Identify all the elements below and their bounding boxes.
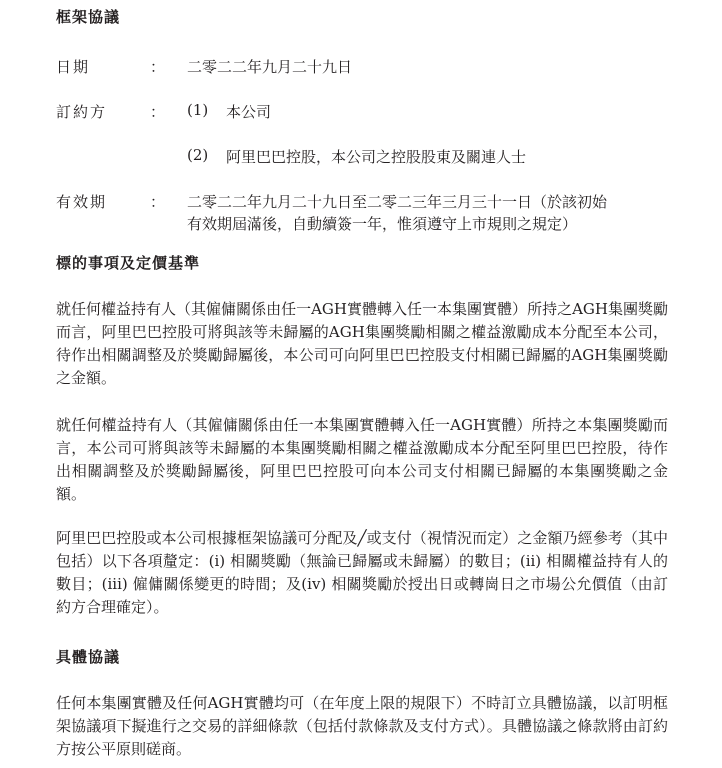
section-heading-framework: 框架協議 <box>56 8 121 26</box>
section-heading-specific: 具體協議 <box>56 648 121 666</box>
colon: ： <box>150 103 166 121</box>
paragraph: 任何本集團實體及任何AGH實體均可（在年度上限的規限下）不時訂立具體協議，以訂明框架協議項下擬進行之交易的詳細條款（包括付款條款及支付方式）。具體協議之條款將由訂約方按公平原則磋商。 <box>56 694 668 758</box>
paragraph: 阿里巴巴控股或本公司根據框架協議可分配及╱或支付（視情況而定）之金額乃經參考（其中包括）以下各項釐定：(i) 相關獎勵（無論已歸屬或未歸屬）的數目；(ii) 相關權益持有人的數目；(iii) 僱傭關係變更的時間；及(iv) 相關獎勵於授出日或轉崗日之市場公允價值（由訂約方合理確定）。 <box>56 529 668 616</box>
date-label: 日期 <box>56 58 91 76</box>
colon: ： <box>150 58 166 76</box>
paragraph: 就任何權益持有人（其僱傭關係由任一本集團實體轉入任一AGH實體）所持之本集團獎勵而言，本公司可將與該等未歸屬的本集團獎勵相關之權益激勵成本分配至阿里巴巴控股，待作出相關調整及於獎勵歸屬後，阿里巴巴控股可向本公司支付相關已歸屬的本集團獎勵之金額。 <box>56 416 668 503</box>
validity-label: 有效期 <box>56 193 108 211</box>
party-number: (2) <box>187 146 209 164</box>
validity-value <box>187 191 667 235</box>
paragraph: 就任何權益持有人（其僱傭關係由任一AGH實體轉入任一本集團實體）所持之AGH集團獎勵而言，阿里巴巴控股可將與該等未歸屬的AGH集團獎勵相關之權益激勵成本分配至本公司，待作出相關調整及於獎勵歸屬後，本公司可向阿里巴巴控股支付相關已歸屬的AGH集團獎勵之金額。 <box>56 300 668 387</box>
parties-label: 訂約方 <box>56 103 108 121</box>
party-name: 本公司 <box>226 103 272 121</box>
date-value: 二零二二年九月二十九日 <box>187 58 353 76</box>
section-heading-subject: 標的事項及定價基準 <box>56 254 201 272</box>
colon: ： <box>150 193 166 211</box>
validity-line: 二零二二年九月二十九日至二零二三年三月三十一日（於該初始 <box>187 193 608 211</box>
party-name: 阿里巴巴控股，本公司之控股股東及關連人士 <box>226 148 527 166</box>
party-number: (1) <box>187 101 209 119</box>
validity-line: 有效期屆滿後，自動續簽一年，惟須遵守上市規則之規定） <box>187 215 578 233</box>
